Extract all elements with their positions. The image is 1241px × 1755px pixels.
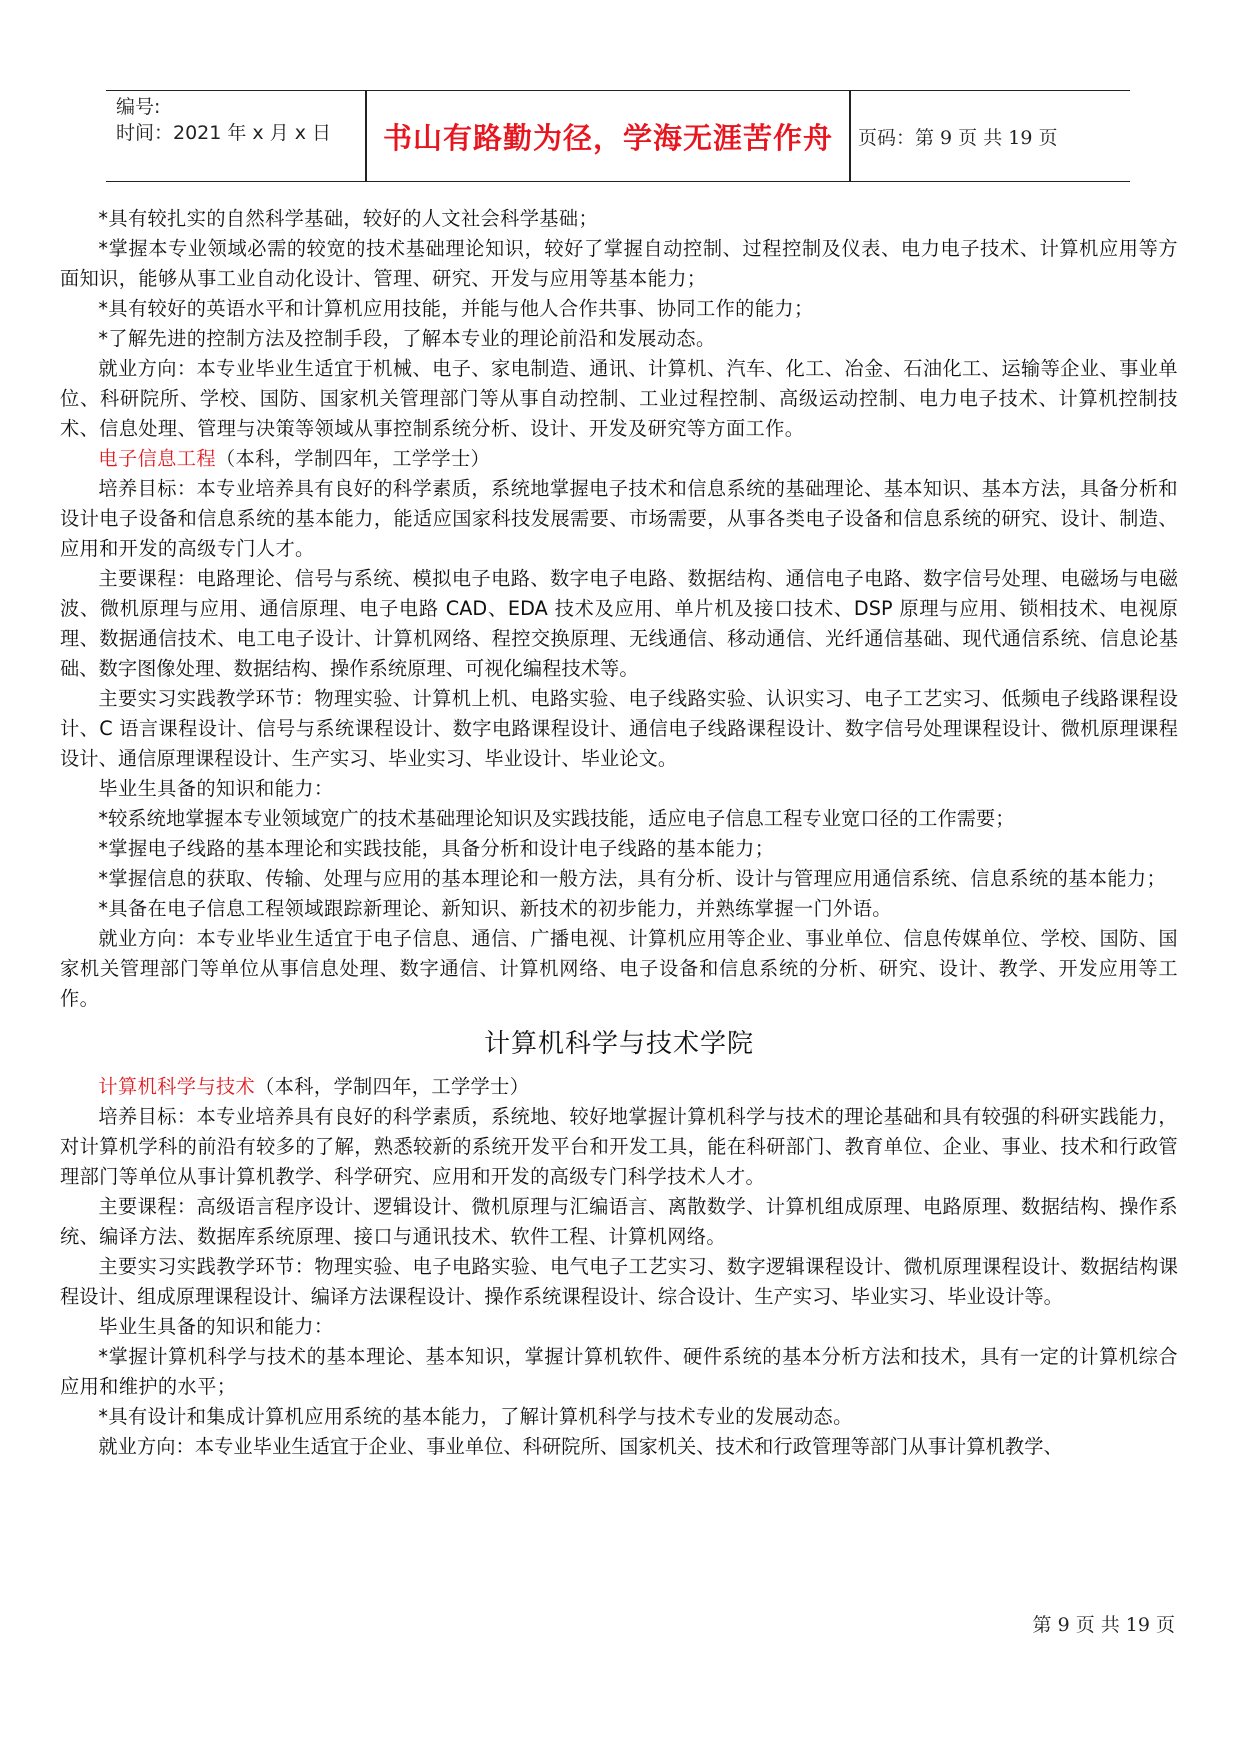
page-body <box>60 204 1178 1462</box>
paragraph: 主要课程：电路理论、信号与系统、模拟电子电路、数字电子电路、数据结构、通信电子电路、数字信号处理、电磁场与电磁波、微机原理与应用、通信原理、电子电路 CAD、EDA 技术及应用、单片机及接口技术、DSP 原理与应用、锁相技术、电视原理、数据通信技术、电工电子设计、计算机网络、程控交换原理、无线通信、移动通信、光纤通信基础、现代通信系统、信息论基础、数字图像处理、数据结构、操作系统原理、可视化编程技术等。 <box>60 567 1178 680</box>
section-title: 计算机科学与技术学院 <box>483 1029 754 1059</box>
paragraph: *掌握本专业领域必需的较宽的技术基础理论知识，较好了掌握自动控制、过程控制及仪表、电力电子技术、计算机应用等方面知识，能够从事工业自动化设计、管理、研究、开发与应用等基本能力； <box>60 237 1178 290</box>
paragraph: 主要实习实践教学环节：物理实验、电子电路实验、电气电子工艺实习、数字逻辑课程设计、微机原理课程设计、数据结构课程设计、组成原理课程设计、编译方法课程设计、操作系统课程设计、综合设计、生产实习、毕业实习、毕业设计等。 <box>60 1255 1178 1308</box>
paragraph: 就业方向：本专业毕业生适宜于电子信息、通信、广播电视、计算机应用等企业、事业单位、信息传媒单位、学校、国防、国家机关管理部门等单位从事信息处理、数字通信、计算机网络、电子设备和信息系统的分析、研究、设计、教学、开发应用等工作。 <box>60 927 1178 1010</box>
major-name: 电子信息工程 <box>98 447 216 470</box>
paragraph: *具有设计和集成计算机应用系统的基本能力，了解计算机科学与技术专业的发展动态。 <box>98 1405 853 1428</box>
paragraph: *较系统地掌握本专业领域宽广的技术基础理论知识及实践技能，适应电子信息工程专业宽口径的工作需要； <box>98 807 1015 830</box>
header-divider <box>849 91 851 181</box>
major-suffix: （本科，学制四年，工学学士） <box>255 1075 530 1098</box>
major-heading <box>60 1072 1178 1102</box>
paragraph: *掌握信息的获取、传输、处理与应用的基本理论和一般方法，具有分析、设计与管理应用通信系统、信息系统的基本能力； <box>98 867 1167 890</box>
major-suffix: （本科，学制四年，工学学士） <box>215 447 491 470</box>
page-footer: 第 9 页 共 19 页 <box>1032 1614 1175 1636</box>
document-time-label: 时间：2021 年 x 月 x 日 <box>116 122 332 144</box>
paragraph: *掌握电子线路的基本理论和实践技能，具备分析和设计电子线路的基本能力； <box>98 837 775 860</box>
header-page-number: 页码：第 9 页 共 19 页 <box>858 126 1058 149</box>
paragraph: *了解先进的控制方法及控制手段，了解本专业的理论前沿和发展动态。 <box>98 327 716 350</box>
paragraph: 就业方向：本专业毕业生适宜于机械、电子、家电制造、通讯、计算机、汽车、化工、冶金、石油化工、运输等企业、事业单位、科研院所、学校、国防、国家机关管理部门等从事自动控制、工业过程控制、高级运动控制、电力电子技术、计算机控制技术、信息处理、管理与决策等领域从事控制系统分析、设计、开发及研究等方面工作。 <box>60 357 1178 440</box>
paragraph: *具有较扎实的自然科学基础，较好的人文社会科学基础； <box>98 207 599 230</box>
paragraph: *具备在电子信息工程领域跟踪新理论、新知识、新技术的初步能力，并熟练掌握一门外语。 <box>98 897 892 920</box>
paragraph: 主要实习实践教学环节：物理实验、计算机上机、电路实验、电子线路实验、认识实习、电子工艺实习、低频电子线路课程设计、C 语言课程设计、信号与系统课程设计、数字电路课程设计、通信电子线路课程设计、数字信号处理课程设计、微机原理课程设计、通信原理课程设计、生产实习、毕业实习、毕业设计、毕业论文。 <box>60 687 1178 770</box>
paragraph: *具有较好的英语水平和计算机应用技能，并能与他人合作共事、协同工作的能力； <box>98 297 814 320</box>
paragraph: 毕业生具备的知识和能力： <box>98 1315 334 1338</box>
paragraph: 培养目标：本专业培养具有良好的科学素质，系统地掌握电子技术和信息系统的基础理论、基本知识、基本方法，具备分析和设计电子设备和信息系统的基本能力，能适应国家科技发展需要、市场需要，从事各类电子设备和信息系统的研究、设计、制造、应用和开发的高级专门人才。 <box>60 477 1178 560</box>
paragraph: 毕业生具备的知识和能力： <box>98 777 334 800</box>
major-name: 计算机科学与技术 <box>98 1075 256 1098</box>
document-number-label: 编号: <box>116 96 161 118</box>
page-header <box>106 90 1130 182</box>
major-heading <box>60 444 1178 474</box>
paragraph: 主要课程：高级语言程序设计、逻辑设计、微机原理与汇编语言、离散数学、计算机组成原理、电路原理、数据结构、操作系统、编译方法、数据库系统原理、接口与通讯技术、软件工程、计算机网络。 <box>60 1195 1178 1248</box>
header-motto: 书山有路勤为径，学海无涯苦作舟 <box>382 120 833 155</box>
header-meta <box>116 91 366 181</box>
paragraph: 培养目标：本专业培养具有良好的科学素质，系统地、较好地掌握计算机科学与技术的理论基础和具有较强的科研实践能力，对计算机学科的前沿有较多的了解，熟悉较新的系统开发平台和开发工具，能在科研部门、教育单位、企业、事业、技术和行政管理部门等单位从事计算机教学、科学研究、应用和开发的高级专门科学技术人才。 <box>60 1105 1178 1188</box>
paragraph: *掌握计算机科学与技术的基本理论、基本知识，掌握计算机软件、硬件系统的基本分析方法和技术，具有一定的计算机综合应用和维护的水平； <box>60 1345 1178 1398</box>
paragraph: 就业方向：本专业毕业生适宜于企业、事业单位、科研院所、国家机关、技术和行政管理等部门从事计算机教学、 <box>98 1435 1063 1458</box>
